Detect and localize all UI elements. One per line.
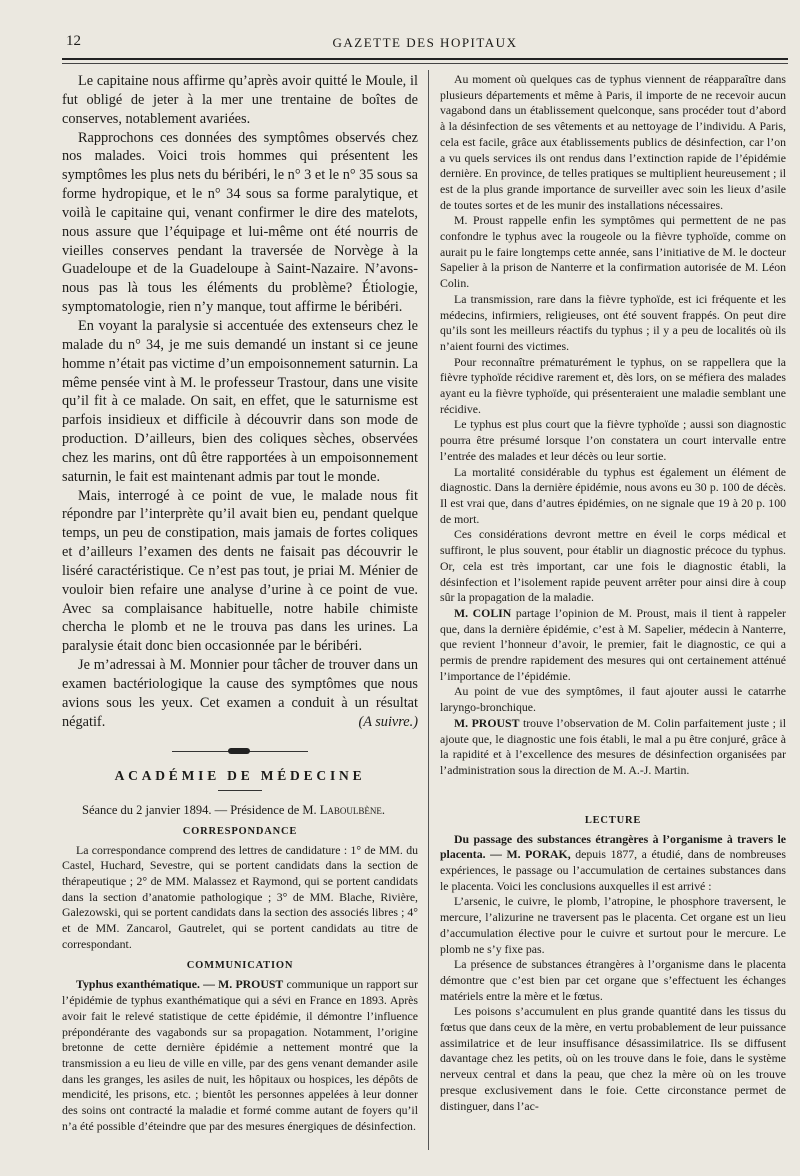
typhus-author: — M. PROUST	[203, 977, 284, 992]
porak-paragraph	[440, 832, 786, 895]
body-paragraph: Le capitaine nous affirme qu’après avoir quitté le Moule, il fut obligé de jeter à la mer une trentaine de boîtes de conserves, notablement avariées.	[62, 73, 418, 127]
body-paragraph: Au moment où quelques cas de typhus viennent de réapparaître dans plusieurs départements et même à Paris, il importe de ne recevoir aucun vagabond dans un établissement quelconque, sans procéder tout d’abord à la désinfection de ses vêtements et au nettoyage de l’individu. A Paris, cela est facile, grâce aux établissements publics de désinfection, car l’on a vu quels services ils ont rendus dans l’extinction rapide de l’épidémie dernière. En province, de telles pratiques se multiplient heureusement ; il est de la plus grande importance de surveiller avec soin les lieux d’asile de toutes sortes et de les munir des installations nécessaires.	[440, 72, 786, 212]
body-paragraph: Ces considérations devront mettre en éveil le corps médical et suffiront, le plus souvent, pour établir un diagnostic précoce du typhus. Or, cela est très important, car une fois le diagnostic établi, la désinfection et l’isolement rapide peuvent arrêter pour ainsi dire à coup sûr la propagation de la maladie.	[440, 527, 786, 605]
journal-title: GAZETTE DES HOPITAUX	[332, 35, 518, 50]
colin-name: M. COLIN	[454, 605, 512, 620]
typhus-text: communique un rapport sur l’épidémie de typhus exanthématique qui a sévi en France en 1893. Après avoir fait le relevé statistique de cette épidémie, il démontre l’influence prépondérante des vagabonds sur sa propagation. Notamment, l’origine bretonne de cette dernière épidémie a nettement montré que la transmission a eu lieu de ville en ville, par des gens venant demander asile dans les granges, les asiles de nuit, les hôpitaux ou hospices, les dépôts de mendicité, les prisons, etc. ; bientôt les personnes appelées à leur donner des soins ont contracté la maladie et formé comme autant de foyers qu’il n’a été possible d’éteindre que par des mesures énergiques de désinfection.	[62, 977, 419, 1133]
passage-title: Du passage des substances étrangères à l’organisme à travers le placenta.	[440, 831, 786, 862]
typhus-paragraph	[62, 977, 418, 1134]
body-paragraph: M. Proust rappelle enfin les symptômes qui permettent de ne pas confondre le typhus avec la rougeole ou la fièvre typhoïde, comme on aurait pu le faire longtemps cette année, sans l’initiative de M. le docteur Sapelier à la prison de Nanterre et la confirmation autorisée de M. Léon Colin.	[440, 213, 786, 291]
proust-paragraph	[440, 716, 786, 779]
correspondance-text: La correspondance comprend des lettres de candidature : 1° de MM. du Castel, Huchard, Sevestre, qui se portent candidats dans la section de thérapeutique ; 2° de MM. Malassez et Raymond, qui se portent candidats dans la section d’anatomie pathologique ; 3° de MM. Blache, Rivière, Galezowski, qui se portent candidats dans la section des associés libres ; 4° et de MM. Zancarol, Gautrelet, qui se portent candidats au titre de correspondant.	[62, 842, 418, 951]
body-paragraph: Mais, interrogé à ce point de vue, le malade nous fit répondre par l’interprète qu’il avait bien eu, pendant quelque temps, un peu de constipation, mais jamais de fortes coliques et d’ailleurs l’examen des dents ne faisait pas découvrir le liséré caractéristique. Ce n’est pas tout, je priai M. Ménier de vouloir bien refaire une analyse d’urine à ce point de vue. Avec sa complaisance habituelle, notre habile chimiste chercha le plomb et ne le trouva pas dans les urines. La paralysie était donc bien occasionnée par le béribéri.	[62, 487, 418, 655]
correspondance-heading: CORRESPONDANCE	[182, 825, 298, 837]
column-divider	[428, 70, 429, 1150]
body-paragraph: Pour reconnaître prématurément le typhus, on se rappellera que la fièvre typhoïde récidive rarement et, dès lors, on se méfiera des malades ayant eu la fièvre typhoïde, qui présenteraient une maladie semblant une récidive.	[440, 354, 786, 416]
article-continuation	[62, 72, 418, 732]
typhus-title: Typhus exanthématique.	[76, 977, 200, 992]
lecture-heading: LECTURE	[584, 814, 642, 826]
seance-text: Séance du 2 janvier 1894. — Présidence de M.	[82, 802, 317, 817]
body-text: Je m’adressai à M. Monnier pour tâcher de trouver dans un examen bactériologique la cause des symptômes que nous avions sous les yeux. Cet examen a conduit à un résultat négatif.	[62, 657, 418, 730]
proust-text: trouve l’observation de M. Colin parfaitement juste ; il ajoute que, le diagnostic une fois établi, le mal a pu être conjuré, grâce à la rapidité et à l’excellence des mesures de désinfection organisées par l’administration sous la direction de M. A.-J. Martin.	[440, 715, 786, 777]
body-paragraph: La présence de substances étrangères à l’organisme dans le placenta démontre que c’est bien par cet organe que s’effectuent les échanges matériels entre la mère et le fœtus.	[440, 957, 786, 1003]
body-paragraph: Le typhus est plus court que la fièvre typhoïde ; aussi son diagnostic pourra être présumé lorsque l’on constatera un court intervalle entre l’entrée des malades et leur décès ou leur sortie.	[440, 417, 786, 463]
body-paragraph: La transmission, rare dans la fièvre typhoïde, est ici fréquente et les médecins, infirmiers, religieuses, ont été souvent frappés. On peut dire qu’ils sont les meilleurs réactifs du typhus ; il y a peu de localités où ils n’aient fourni des victimes.	[440, 291, 786, 353]
correspondance-block	[62, 843, 418, 953]
proust-name: M. PROUST	[454, 715, 520, 730]
communication-heading: COMMUNICATION	[186, 960, 294, 972]
seance-president: Laboulbène.	[319, 802, 386, 817]
colin-text: partage l’opinion de M. Proust, mais il tient à rappeler que, dans la dernière épidémie, c’est à M. Sapelier, médecin à Nanterre, que revient l’honneur d’avoir, le premier, fait le diagnostic, ce qui a permis de prendre rapidement des mesures qui ont certainement atténué l’importance de l’épidémie.	[440, 605, 786, 683]
colin-paragraph	[440, 606, 786, 685]
body-paragraph: Rapprochons ces données des symptômes observés chez nos malades. Voici trois hommes qui présentent les symptômes les plus nets du béribéri, le n° 3 et le n° 35 sous sa forme hydropique, et le n° 34 sous sa forme paralytique, et voilà le capitaine qui, venant confirmer le dire des matelots, nous assure que l’équipage et lui-même ont été nourris de vieilles conserves pendant la traversée de Norvège à la Guadeloupe et de la Guadeloupe à Saint-Nazaire. N’avons-nous pas là tous les éléments du problème? Étiologie, symptomatologie, rien n’y manque, tout affirme le béribéri.	[62, 129, 418, 316]
section-ornament	[172, 746, 308, 756]
page-number: 12	[66, 33, 81, 49]
body-paragraph: La mortalité considérable du typhus est également un élément de diagnostic. Dans la dernière épidémie, nous avons eu 30 p. 100 de décès. Il est vrai que, dans d’autres épidémies, on ne signale que 19 à 20 p. 100 de mort.	[440, 464, 786, 526]
right-column	[440, 72, 786, 1114]
body-paragraph: L’arsenic, le cuivre, le plomb, l’atropine, le phosphore traversent, le mercure, l’alizurine ne traversent pas le placenta. Cet organe est un lieu d’accumulation élective pour le cuivre et surtout pour le mercure. Le plomb ne s’y fixe pas.	[440, 894, 786, 956]
header-rule-thin	[62, 63, 788, 64]
catarrhe-paragraph: Au point de vue des symptômes, il faut ajouter aussi le catarrhe laryngo-bronchique.	[440, 684, 786, 715]
left-column	[62, 72, 418, 1134]
seance-line	[62, 803, 418, 818]
body-paragraph: Les poisons s’accumulent en plus grande quantité dans les tissus du fœtus que dans ceux de la mère, en vertu probablement de leur puissance assimilatrice et de leur insuffisance désassimilatrice. Ils se diffusent davantage chez les petits, où on les trouve dans le foie, dans le système nerveux central et dans la peau, que chez la mère où on les trouve presque exclusivement dans le foie. Cette circonstance permet de distinguer, dans l’ac-	[440, 1004, 786, 1113]
porak-name: — M. PORAK,	[490, 847, 571, 862]
typhus-block	[62, 977, 418, 1134]
header-rule-thick	[62, 58, 788, 60]
body-paragraph	[62, 656, 418, 731]
a-suivre-note: (A suivre.)	[358, 713, 418, 730]
academy-rule	[218, 790, 262, 791]
academy-title: ACADÉMIE DE MÉDECINE	[114, 767, 366, 783]
porak-text: depuis 1877, a étudié, dans de nombreuses expériences, le passage ou l’accumulation de certaines substances dans le placenta. Voici les conclusions auxquelles il est arrivé :	[440, 847, 787, 893]
page-header	[62, 33, 788, 55]
section-spacer	[440, 779, 786, 807]
body-paragraph: En voyant la paralysie si accentuée des extenseurs chez le malade du n° 34, je me suis demandé un instant si ce jeune homme n’était pas victime d’un empoisonnement saturnin. La même pensée vint à M. le professeur Trastour, dans une visite qu’il fit à ce malade. On sait, en effet, que le saturnisme est parfois insidieux et difficile à découvrir dans son mode de production. D’ailleurs, bien des coliques sèches, observées chez les marins, ont dû être rapportées à un empoisonnement saturnin, le fait est maintenant admis par tout le monde.	[62, 317, 418, 485]
